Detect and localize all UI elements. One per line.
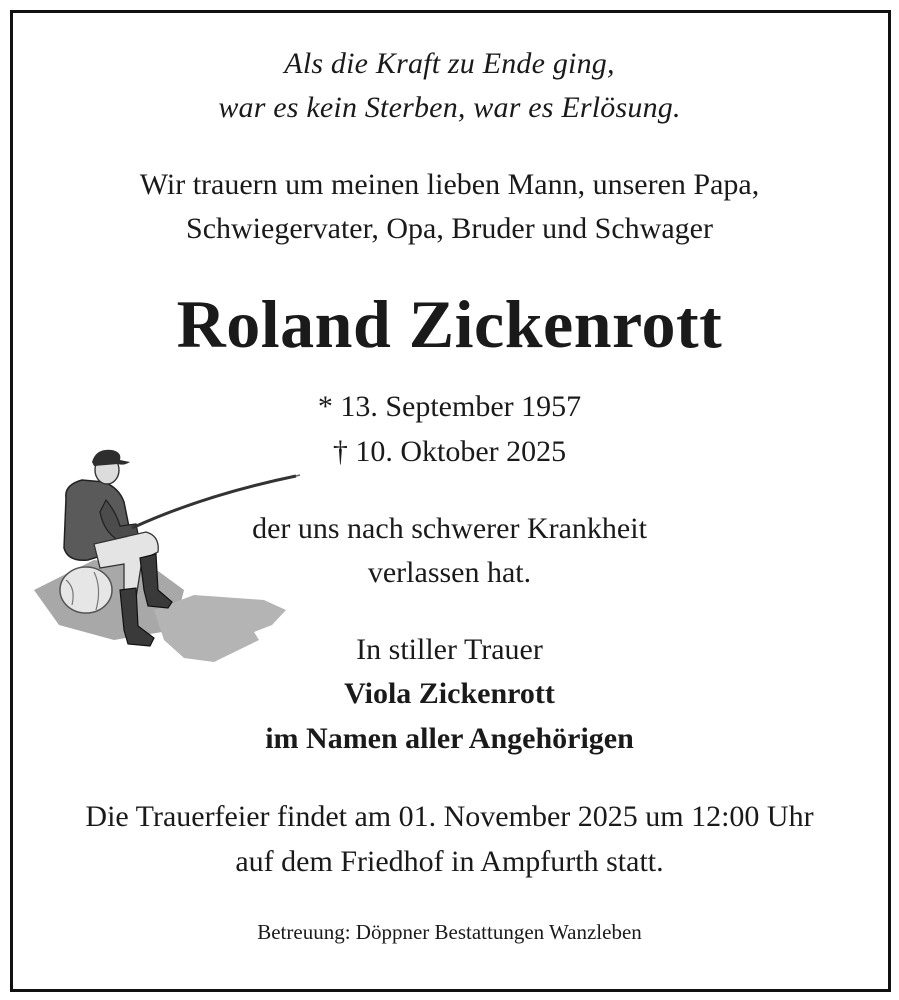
- deceased-name: Roland Zickenrott: [176, 286, 723, 362]
- funeral-line-2: auf dem Friedhof in Ampfurth statt.: [235, 845, 664, 878]
- motto-line-1: Als die Kraft zu Ende ging,: [284, 47, 615, 80]
- death-date: † 10. Oktober 2025: [332, 435, 567, 468]
- funeral-line-1: Die Trauerfeier findet am 01. November 2025 um 12:00 Uhr: [85, 800, 814, 833]
- intro-line-1: Wir trauern um meinen lieben Mann, unseren Papa,: [139, 168, 760, 201]
- mourner-name: Viola Zickenrott: [344, 677, 555, 710]
- motto-line-2: war es kein Sterben, war es Erlösung.: [218, 91, 681, 124]
- illness-line-1: der uns nach schwerer Krankheit: [252, 512, 647, 545]
- mourners-family: im Namen aller Angehörigen: [265, 722, 634, 755]
- birth-date: * 13. September 1957: [317, 390, 582, 423]
- undertaker-credit: Betreuung: Döppner Bestattungen Wanzleben: [257, 920, 642, 944]
- mourners-intro: In stiller Trauer: [356, 633, 543, 666]
- illness-line-2: verlassen hat.: [367, 556, 532, 589]
- intro-line-2: Schwiegervater, Opa, Bruder und Schwager: [186, 212, 713, 245]
